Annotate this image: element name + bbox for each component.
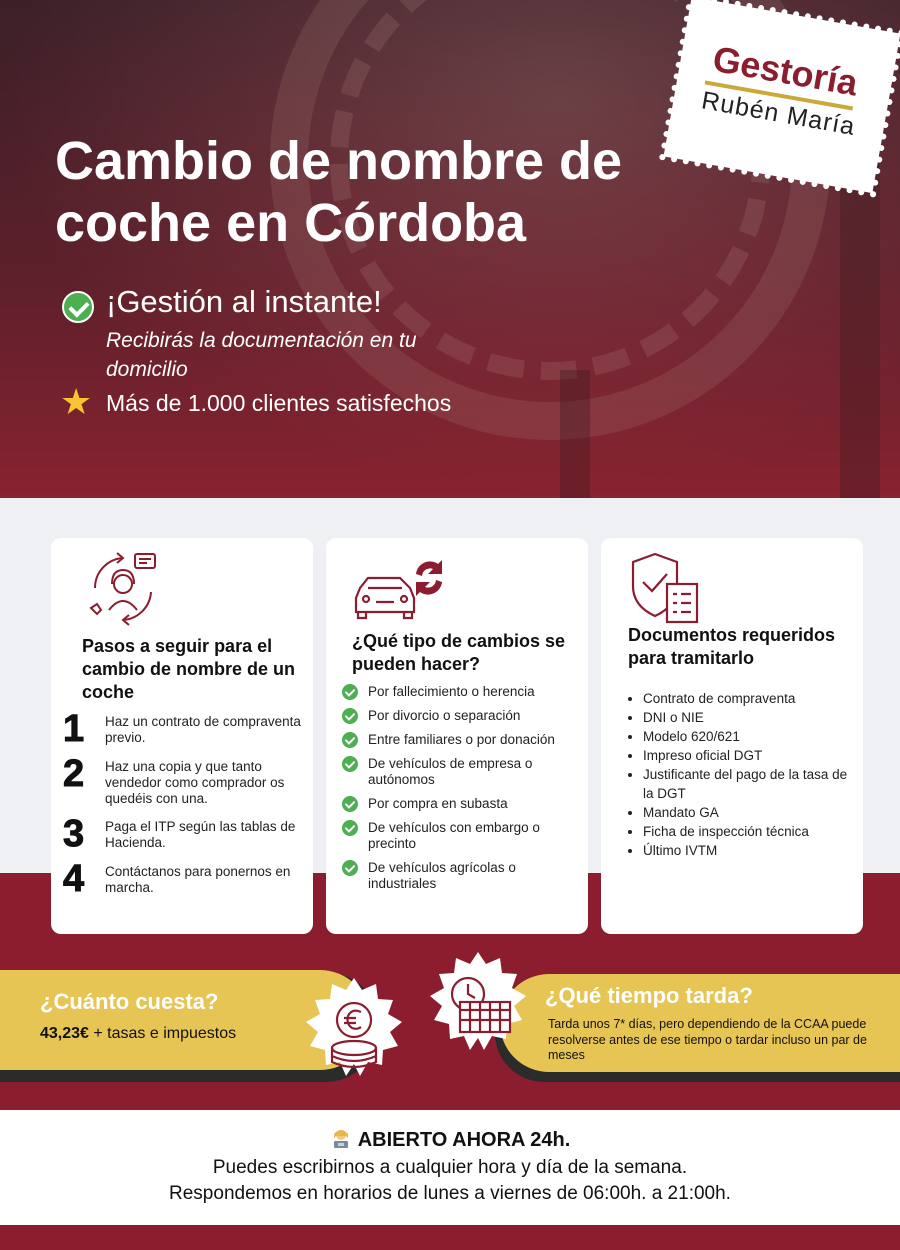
list-item: Por divorcio o separación bbox=[342, 708, 582, 724]
list-item: • Contrato de compraventa bbox=[643, 689, 853, 708]
documents-title: Documentos requeridos para tramitarlo bbox=[628, 625, 836, 668]
logo-line-2: Rubén María bbox=[699, 86, 858, 141]
hero-pillar bbox=[560, 370, 590, 498]
hero-subtitle: Recibirás la documentación en tu domicilio bbox=[106, 329, 417, 381]
steps-card bbox=[51, 538, 313, 934]
step-number: 4 bbox=[63, 858, 85, 900]
list-item: De vehículos con embargo o precinto bbox=[342, 820, 582, 852]
list-item: • Mandato GA bbox=[643, 803, 853, 822]
price-value bbox=[40, 1025, 236, 1043]
list-item: Por compra en subasta bbox=[342, 796, 582, 812]
person-laptop-icon bbox=[330, 1128, 352, 1150]
open-status bbox=[0, 1128, 900, 1152]
changes-title: ¿Qué tipo de cambios se pueden hacer? bbox=[352, 631, 566, 674]
step-text: Contáctanos para ponernos en marcha. bbox=[105, 864, 291, 895]
documents-card bbox=[601, 538, 863, 934]
list-item: • Impreso oficial DGT bbox=[643, 746, 853, 765]
clock-calendar-icon bbox=[422, 950, 534, 1062]
list-item: • DNI o NIE bbox=[643, 708, 853, 727]
price-amount: 43,23€ bbox=[40, 1025, 89, 1042]
euro-coins-icon bbox=[300, 976, 408, 1084]
list-item: • Modelo 620/621 bbox=[643, 727, 853, 746]
steps-title: Pasos a seguir para el cambio de nombre de un coche bbox=[82, 636, 296, 702]
page-title: Cambio de nombre de coche en Córdoba bbox=[55, 131, 623, 253]
list-item: Entre familiares o por donación bbox=[342, 732, 582, 748]
step-text: Paga el ITP según las tablas de Hacienda. bbox=[105, 819, 296, 850]
step-number: 3 bbox=[63, 813, 85, 855]
list-item: Por fallecimiento o herencia bbox=[342, 684, 582, 700]
logo-line-1: Gestoría bbox=[709, 37, 861, 104]
time-text: Tarda unos 7* días, pero dependiendo de la CCAA puede resolverse antes de ese tiempo o tardar incluso un par de meses bbox=[548, 1017, 867, 1062]
time-title: ¿Qué tiempo tarda? bbox=[545, 983, 753, 1008]
hero-highlight: ¡Gestión al instante! bbox=[106, 284, 382, 319]
step-number: 1 bbox=[63, 708, 85, 750]
changes-list bbox=[342, 684, 582, 900]
check-circle-icon bbox=[62, 291, 94, 323]
hero-pillar bbox=[840, 150, 880, 498]
documents-list bbox=[643, 689, 853, 860]
price-extra: + tasas e impuestos bbox=[88, 1025, 237, 1042]
bottom-red-band bbox=[0, 1225, 900, 1250]
car-swap-icon bbox=[350, 552, 446, 622]
list-item: • Justificante del pago de la tasa de la DGT bbox=[643, 765, 853, 803]
list-item: De vehículos agrícolas o industriales bbox=[342, 860, 582, 892]
star-icon: ★ bbox=[60, 381, 93, 422]
support-agent-icon bbox=[83, 548, 161, 628]
shield-document-icon bbox=[627, 550, 703, 626]
open-label: ABIERTO AHORA 24h. bbox=[357, 1129, 571, 1151]
footer-line-1: Puedes escribirnos a cualquier hora y día de la semana. bbox=[212, 1157, 688, 1178]
step-text: Haz un contrato de compraventa previo. bbox=[105, 714, 301, 745]
list-item: • Ficha de inspección técnica bbox=[643, 822, 853, 841]
footer-line-2: Respondemos en horarios de lunes a viernes de 06:00h. a 21:00h. bbox=[169, 1183, 731, 1204]
list-item: De vehículos de empresa o autónomos bbox=[342, 756, 582, 788]
price-title: ¿Cuánto cuesta? bbox=[40, 989, 219, 1014]
changes-card bbox=[326, 538, 588, 934]
step-number: 2 bbox=[63, 753, 85, 795]
hero-clients: Más de 1.000 clientes satisfechos bbox=[106, 390, 452, 416]
step-text: Haz una copia y que tanto vendedor como comprador os quedéis con una. bbox=[105, 759, 285, 806]
list-item: • Último IVTM bbox=[643, 841, 853, 860]
